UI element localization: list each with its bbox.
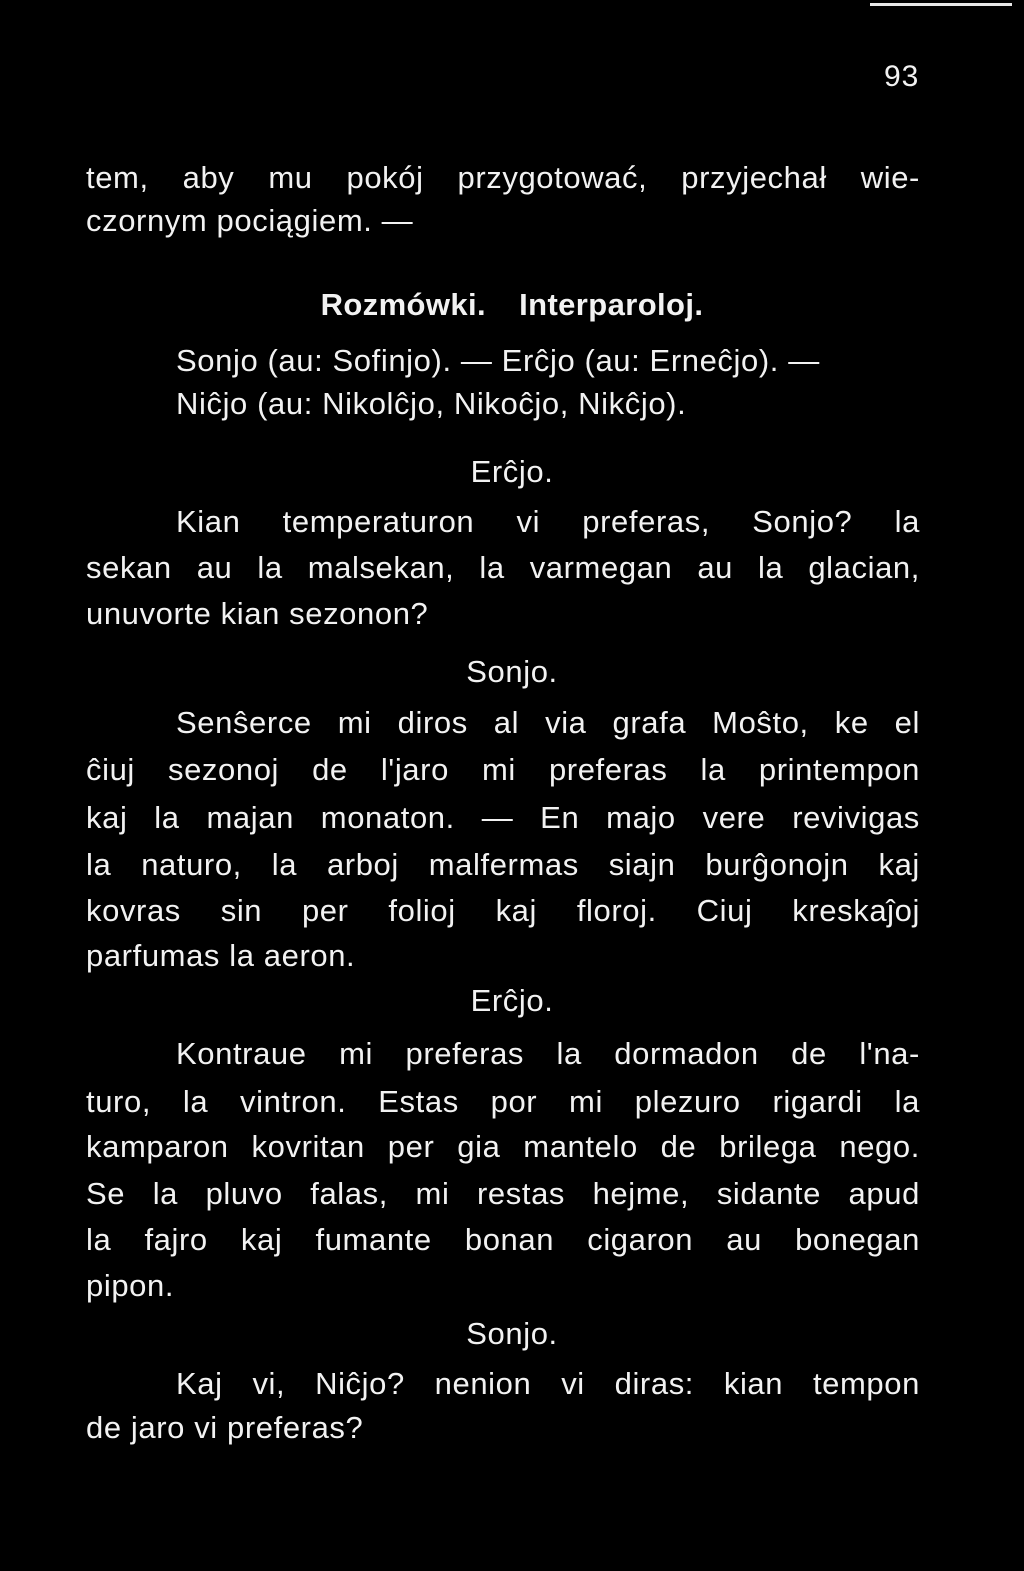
word: mi	[569, 1084, 603, 1119]
word: malfermas	[428, 847, 579, 882]
word: tempon	[812, 1366, 920, 1401]
word: majan	[206, 800, 294, 835]
text-line-23: pipon.	[86, 1268, 175, 1303]
word: kreskaĵoj	[792, 893, 920, 928]
word: arboj	[326, 847, 399, 882]
word: kaj	[240, 1222, 283, 1257]
word: la	[894, 1084, 920, 1119]
word: mu	[268, 160, 313, 195]
word: sekan	[86, 550, 172, 585]
word: Se	[86, 1176, 126, 1211]
word: kaj	[86, 800, 128, 835]
word: sezonoj	[167, 752, 280, 787]
speaker-sonjo-1: Sonjo.	[466, 654, 558, 689]
text-line-18	[176, 1036, 920, 1072]
word: la	[257, 550, 283, 585]
word: per	[387, 1129, 435, 1164]
word: via	[545, 705, 587, 740]
page-number: 93	[884, 60, 920, 93]
text-line-7	[176, 504, 920, 540]
word: la	[86, 847, 112, 882]
word: Niĉjo?	[315, 1366, 405, 1401]
word: kovras	[86, 893, 181, 928]
word: mantelo	[523, 1129, 638, 1164]
word: kaj	[495, 893, 537, 928]
word: turo,	[86, 1084, 152, 1119]
text-line-22	[86, 1222, 920, 1258]
word: apud	[848, 1176, 920, 1211]
word: vi	[561, 1366, 585, 1401]
word: au	[196, 550, 233, 585]
word: la	[479, 550, 505, 585]
word: burĝonojn	[705, 847, 849, 882]
word: por	[490, 1084, 538, 1119]
word: fumante	[315, 1222, 432, 1257]
word: Kontraue	[176, 1036, 307, 1071]
word: fajro	[144, 1222, 208, 1257]
word: kamparon	[86, 1129, 229, 1164]
word: la	[182, 1084, 209, 1119]
word: pokój	[346, 160, 424, 195]
word: hejme,	[592, 1176, 690, 1211]
word: la	[271, 847, 298, 882]
word: nenion	[434, 1366, 532, 1401]
word: tem,	[86, 160, 149, 195]
text-line-11	[176, 705, 920, 741]
word: preferas	[548, 752, 668, 787]
word: kovritan	[251, 1129, 365, 1164]
word: siajn	[608, 847, 676, 882]
word: Moŝto,	[712, 705, 809, 740]
word: diros	[397, 705, 468, 740]
text-line-26: de jaro vi preferas?	[86, 1410, 364, 1445]
word: folioj	[388, 893, 456, 928]
text-line-19	[86, 1084, 920, 1120]
word: sin	[220, 893, 263, 928]
word: preferas	[405, 1036, 525, 1071]
word: pluvo	[205, 1176, 283, 1211]
word: grafa	[612, 705, 687, 740]
word: Senŝerce	[176, 705, 312, 740]
word: floroj.	[576, 893, 657, 928]
word: la	[86, 1222, 112, 1257]
word: revivigas	[792, 800, 920, 835]
text-line-9: unuvorte kian sezonon?	[86, 596, 429, 631]
word: kaj	[878, 847, 920, 882]
word: l'jaro	[380, 752, 449, 787]
text-line-15	[86, 893, 920, 929]
speaker-sonjo-2: Sonjo.	[466, 1316, 558, 1351]
top-rule	[870, 3, 1012, 6]
word: kian	[723, 1366, 784, 1401]
word: la	[894, 504, 920, 539]
word: Kaj	[176, 1366, 223, 1401]
word: falas,	[310, 1176, 388, 1211]
word: el	[894, 705, 920, 740]
names-line-1: Sonjo (au: Sofinjo). — Erĉjo (au: Erneĉjo). —	[176, 343, 820, 378]
word: ĉiuj	[86, 752, 135, 787]
word: dormadon	[614, 1036, 759, 1071]
word: ke	[834, 705, 869, 740]
speaker-erco-1: Erĉjo.	[470, 454, 554, 489]
heading-polish: Rozmówki.	[320, 287, 487, 322]
text-line-2: czornym pociągiem. —	[86, 203, 414, 238]
word: przyjechał	[681, 160, 827, 195]
word: En	[540, 800, 580, 835]
word: naturo,	[141, 847, 242, 882]
word: brilega	[719, 1129, 817, 1164]
text-line-14	[86, 847, 920, 883]
word: au	[726, 1222, 762, 1257]
word: plezuro	[634, 1084, 741, 1119]
word: mi	[481, 752, 516, 787]
word: Estas	[378, 1084, 459, 1119]
word: diras:	[614, 1366, 695, 1401]
word: de	[660, 1129, 697, 1164]
word: vi,	[252, 1366, 286, 1401]
word: malsekan,	[307, 550, 455, 585]
word: per	[301, 893, 349, 928]
word: mi	[339, 1036, 374, 1071]
word: restas	[477, 1176, 566, 1211]
word: la	[758, 550, 784, 585]
text-line-1	[86, 160, 920, 196]
text-line-25	[176, 1366, 920, 1402]
word: majo	[606, 800, 676, 835]
word: de	[312, 752, 348, 787]
text-line-16: parfumas la aeron.	[86, 938, 356, 973]
word: vere	[702, 800, 766, 835]
word: la	[154, 800, 180, 835]
word: bonan	[464, 1222, 555, 1257]
word: l'na-	[859, 1036, 920, 1071]
word: przygotować,	[457, 160, 648, 195]
word: cigaron	[587, 1222, 694, 1257]
word: mi	[337, 705, 372, 740]
word: Sonjo?	[752, 504, 853, 539]
word: varmegan	[529, 550, 673, 585]
text-line-20	[86, 1129, 920, 1165]
word: al	[493, 705, 520, 740]
text-line-21	[86, 1176, 920, 1212]
word: glacian,	[808, 550, 920, 585]
word: printempon	[758, 752, 920, 787]
word: la	[152, 1176, 179, 1211]
word: la	[700, 752, 726, 787]
word: rigardi	[772, 1084, 863, 1119]
section-heading	[0, 287, 1024, 323]
word: —	[481, 800, 514, 835]
heading-esperanto: Interparoloj.	[519, 287, 704, 322]
names-line-2: Niĉjo (au: Nikolĉjo, Nikoĉjo, Nikĉjo).	[176, 386, 687, 421]
speaker-erco-2: Erĉjo.	[470, 983, 554, 1018]
word: sidante	[716, 1176, 821, 1211]
word: de	[791, 1036, 827, 1071]
word: aby	[182, 160, 235, 195]
text-line-13	[86, 800, 920, 836]
word: wie-	[860, 160, 920, 195]
text-line-8	[86, 550, 920, 586]
word: la	[556, 1036, 582, 1071]
word: preferas,	[582, 504, 711, 539]
word: Kian	[176, 504, 241, 539]
word: temperaturon	[282, 504, 475, 539]
word: vi	[516, 504, 541, 539]
text-line-12	[86, 752, 920, 788]
word: gia	[457, 1129, 501, 1164]
word: monaton.	[320, 800, 455, 835]
word: au	[697, 550, 734, 585]
word: Ciuj	[696, 893, 753, 928]
word: bonegan	[795, 1222, 920, 1257]
word: mi	[415, 1176, 450, 1211]
word: nego.	[839, 1129, 920, 1164]
word: vintron.	[239, 1084, 347, 1119]
